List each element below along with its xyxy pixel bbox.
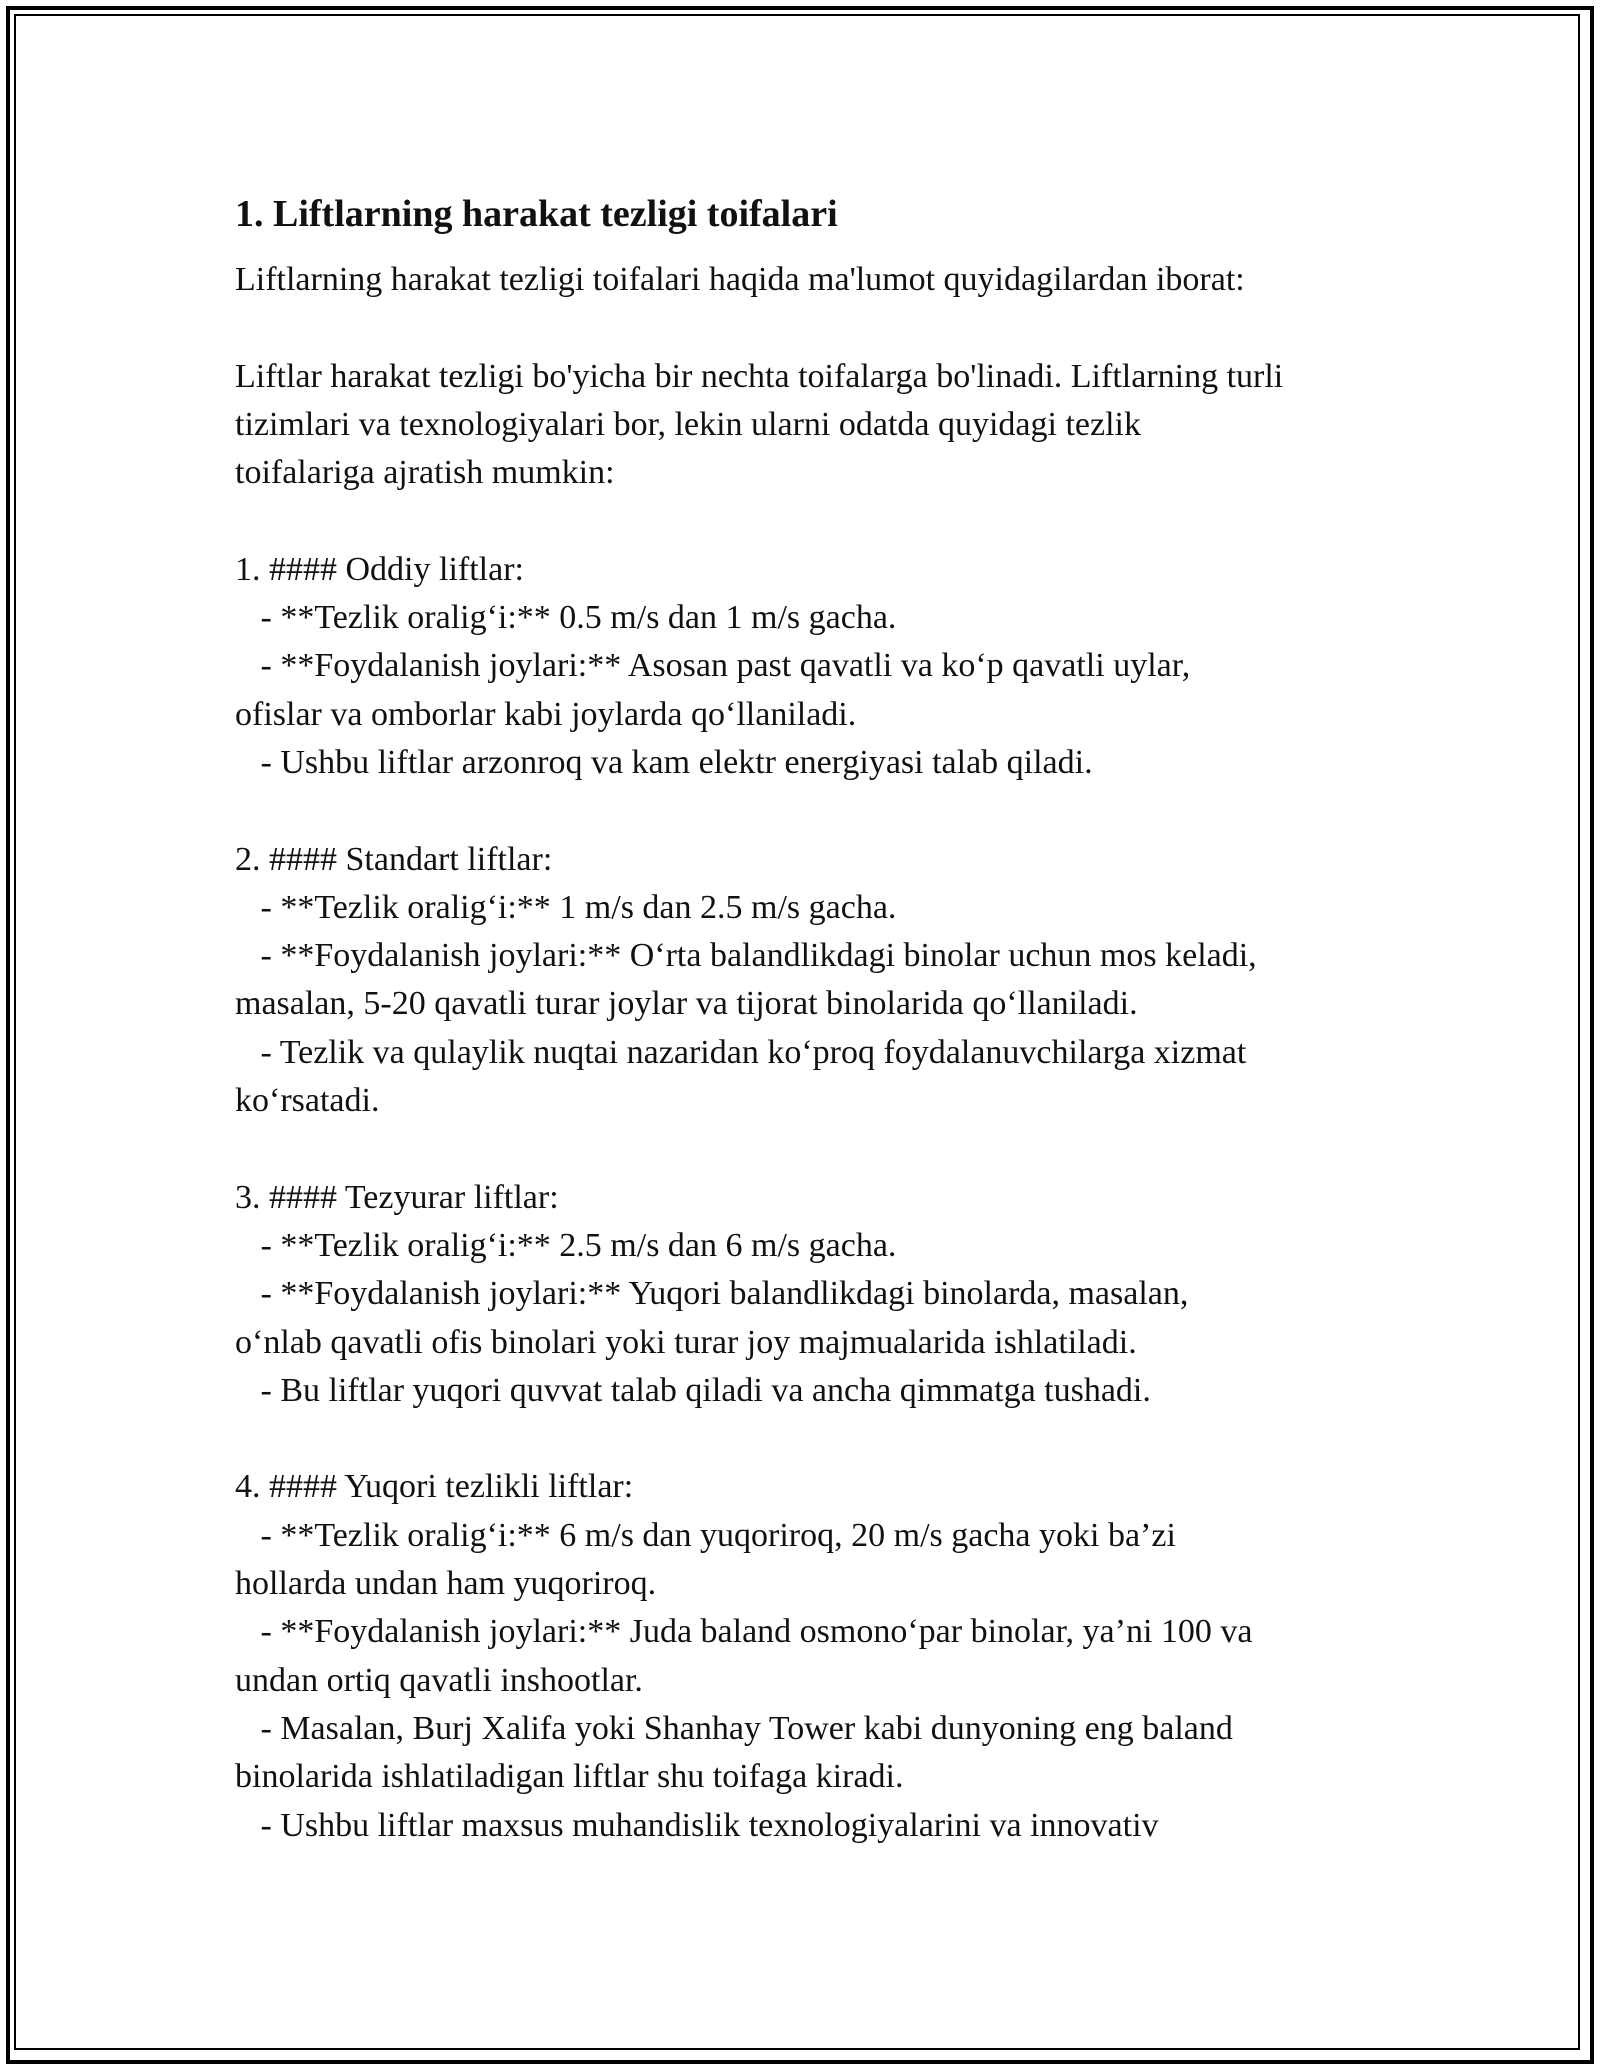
intro-paragraph: Liftlarning harakat tezligi toifalari haqida ma'lumot quyidagilardan iborat: [235,261,1245,298]
section-line: - Ushbu liftlar maxsus muhandislik texnologiyalarini va innovativ [235,1806,1159,1844]
overview-paragraph [235,353,1385,498]
section-line: undan ortiq qavatli inshootlar. [235,1661,643,1699]
section-line: masalan, 5-20 qavatli turar joylar va tijorat binolarida qo‘llaniladi. [235,985,1138,1023]
document-title: 1. Liftlarning harakat tezligi toifalari [235,193,838,235]
section-yuqori-tezlikli-liftlar [235,1463,1385,1849]
section-line: - **Foydalanish joylari:** Yuqori balandlikdagi binolarda, masalan, [235,1275,1189,1313]
section-line: - **Tezlik oralig‘i:** 6 m/s dan yuqoriroq, 20 m/s gacha yoki ba’zi [235,1516,1176,1554]
section-heading: 2. #### Standart liftlar: [235,840,553,878]
section-line: - Masalan, Burj Xalifa yoki Shanhay Tower kabi dunyoning eng baland [235,1709,1233,1747]
section-line: ko‘rsatadi. [235,1082,380,1120]
section-heading: 4. #### Yuqori tezlikli liftlar: [235,1468,634,1506]
section-line: ofislar va omborlar kabi joylarda qo‘llaniladi. [235,695,857,733]
section-line: - Tezlik va qulaylik nuqtai nazaridan ko‘proq foydalanuvchilarga xizmat [235,1033,1247,1071]
section-oddiy-liftlar [235,546,1385,787]
section-heading: 3. #### Tezyurar liftlar: [235,1178,559,1216]
paragraph-line: toifalariga ajratish mumkin: [235,454,615,492]
section-line: - **Tezlik oralig‘i:** 2.5 m/s dan 6 m/s gacha. [235,1226,897,1264]
section-line: binolarida ishlatiladigan liftlar shu toifaga kiradi. [235,1758,904,1796]
section-standart-liftlar [235,836,1385,1126]
section-line: - **Foydalanish joylari:** Asosan past qavatli va ko‘p qavatli uylar, [235,647,1191,685]
section-line: - Bu liftlar yuqori quvvat talab qiladi va ancha qimmatga tushadi. [235,1371,1151,1409]
document-body [235,185,1385,1850]
section-tezyurar-liftlar [235,1174,1385,1415]
section-line: - **Tezlik oralig‘i:** 0.5 m/s dan 1 m/s gacha. [235,599,897,637]
paragraph-line: Liftlar harakat tezligi bo'yicha bir nechta toifalarga bo'linadi. Liftlarning turli [235,357,1284,395]
section-line: - Ushbu liftlar arzonroq va kam elektr energiyasi talab qiladi. [235,743,1093,781]
section-heading: 1. #### Oddiy liftlar: [235,550,524,588]
section-line: - **Foydalanish joylari:** Juda baland osmono‘par binolar, ya’ni 100 va [235,1613,1253,1651]
section-line: hollarda undan ham yuqoriroq. [235,1565,657,1603]
section-line: - **Tezlik oralig‘i:** 1 m/s dan 2.5 m/s gacha. [235,888,897,926]
section-line: o‘nlab qavatli ofis binolari yoki turar joy majmualarida ishlatiladi. [235,1323,1137,1361]
paragraph-line: tizimlari va texnologiyalari bor, lekin ularni odatda quyidagi tezlik [235,405,1141,443]
section-line: - **Foydalanish joylari:** O‘rta balandlikdagi binolar uchun mos keladi, [235,937,1257,975]
